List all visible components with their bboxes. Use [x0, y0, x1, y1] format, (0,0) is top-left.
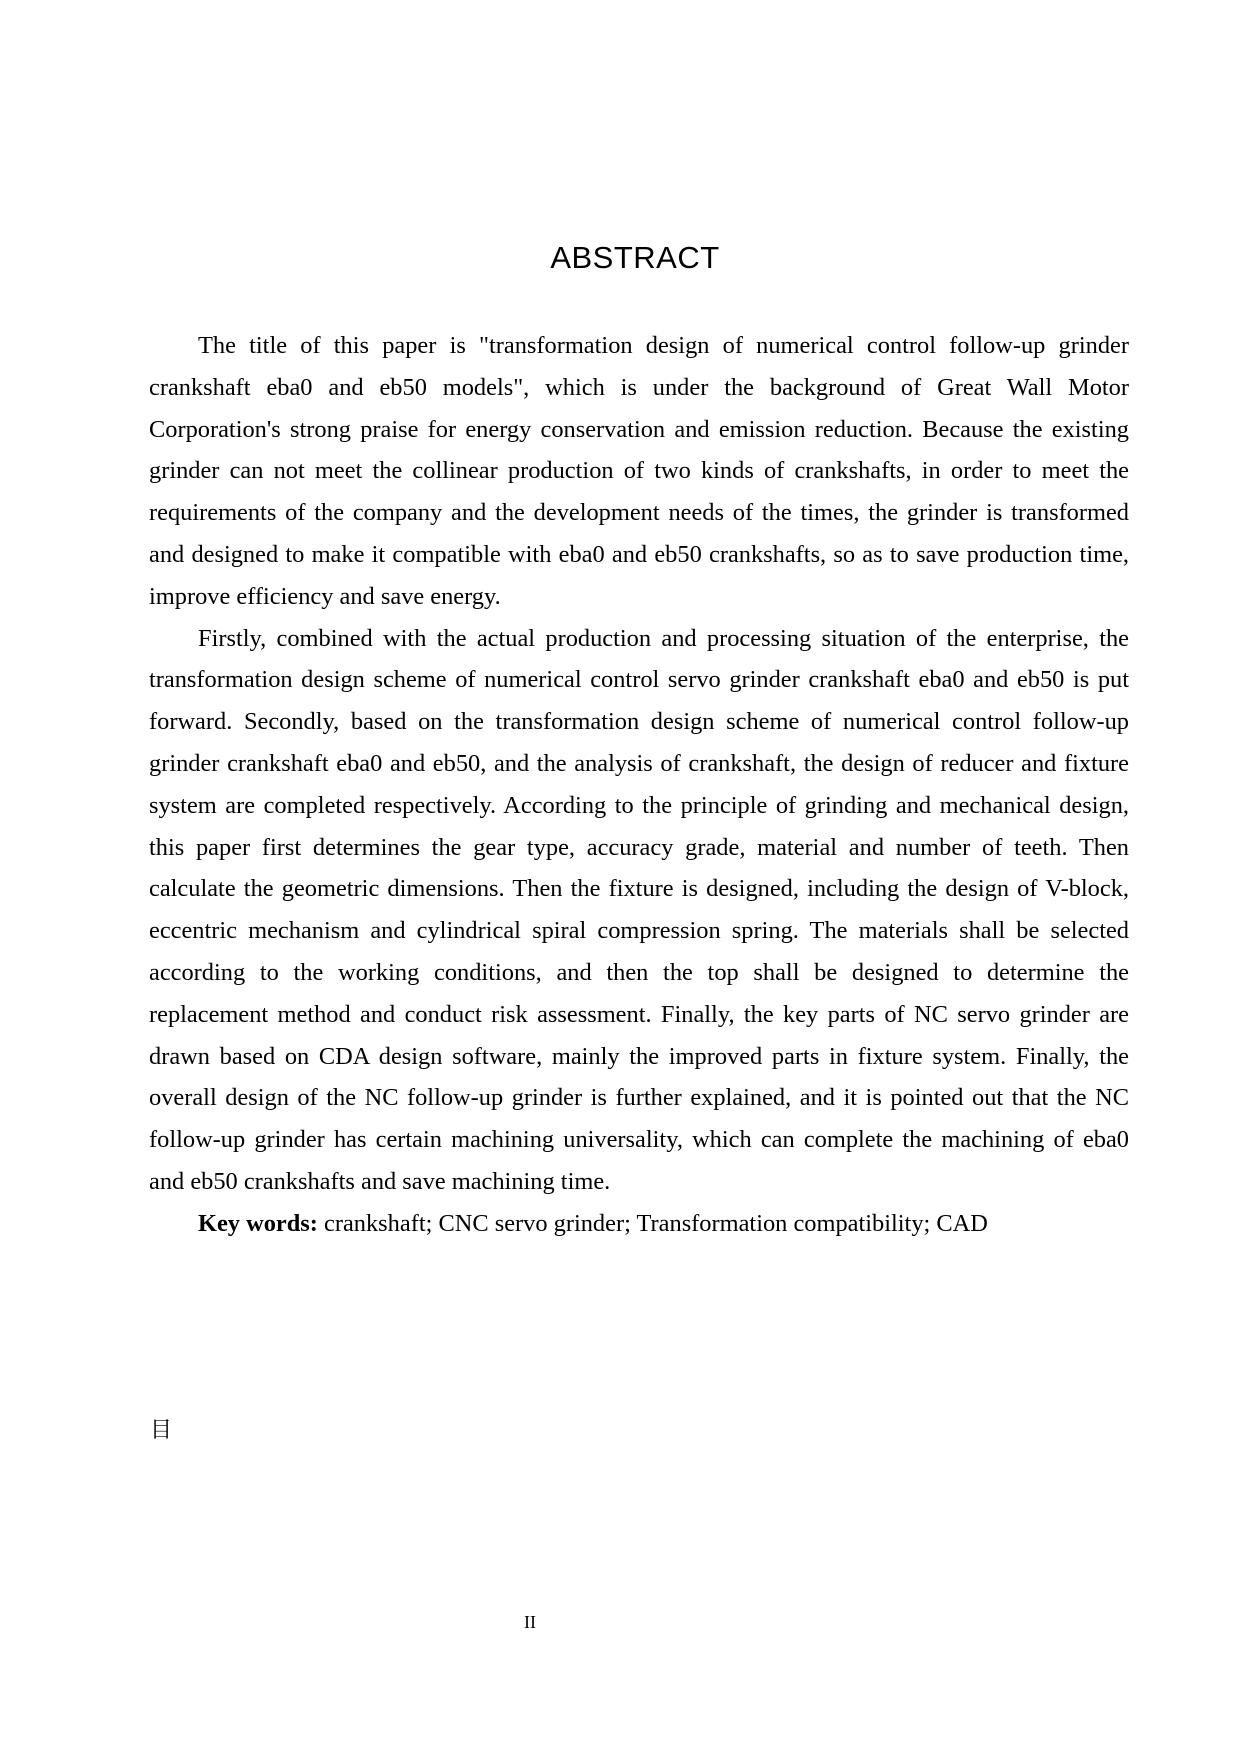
table-of-contents-heading-fragment: 目 [150, 1418, 173, 1443]
page-number: II [524, 1612, 536, 1632]
abstract-paragraph-1: The title of this paper is "transformation design of numerical control follow-up grinder crankshaft eba0 and eb50 models", which is under the background of Great Wall Motor Corporation's strong praise for energy conservation and emission reduction. Because the existing grinder can not meet the collinear production of two kinds of crankshafts, in order to meet the requirements of the company and the development needs of the times, the grinder is transformed and designed to make it compatible with eba0 and eb50 crankshafts, so as to save production time, improve efficiency and save energy. [149, 332, 1129, 610]
abstract-body [149, 325, 1129, 1245]
keywords-text: crankshaft; CNC servo grinder; Transformation compatibility; CAD [324, 1209, 988, 1237]
keywords-line [149, 1203, 1129, 1245]
abstract-title: ABSTRACT [550, 240, 720, 275]
abstract-paragraph-2: Firstly, combined with the actual production and processing situation of the enterprise, the transformation design scheme of numerical control servo grinder crankshaft eba0 and eb50 is put forward. Secondly, based on the transformation design scheme of numerical control follow-up grinder crankshaft eba0 and eb50, and the analysis of crankshaft, the design of reducer and fixture system are completed respectively. According to the principle of grinding and mechanical design, this paper first determines the gear type, accuracy grade, material and number of teeth. Then calculate the geometric dimensions. Then the fixture is designed, including the design of V-block, eccentric mechanism and cylindrical spiral compression spring. The materials shall be selected according to the working conditions, and then the top shall be designed to determine the replacement method and conduct risk assessment. Finally, the key parts of NC servo grinder are drawn based on CDA design software, mainly the improved parts in fixture system. Finally, the overall design of the NC follow-up grinder is further explained, and it is pointed out that the NC follow-up grinder has certain machining universality, which can complete the machining of eba0 and eb50 crankshafts and save machining time. [149, 624, 1129, 1195]
keywords-label: Key words: [198, 1209, 318, 1237]
